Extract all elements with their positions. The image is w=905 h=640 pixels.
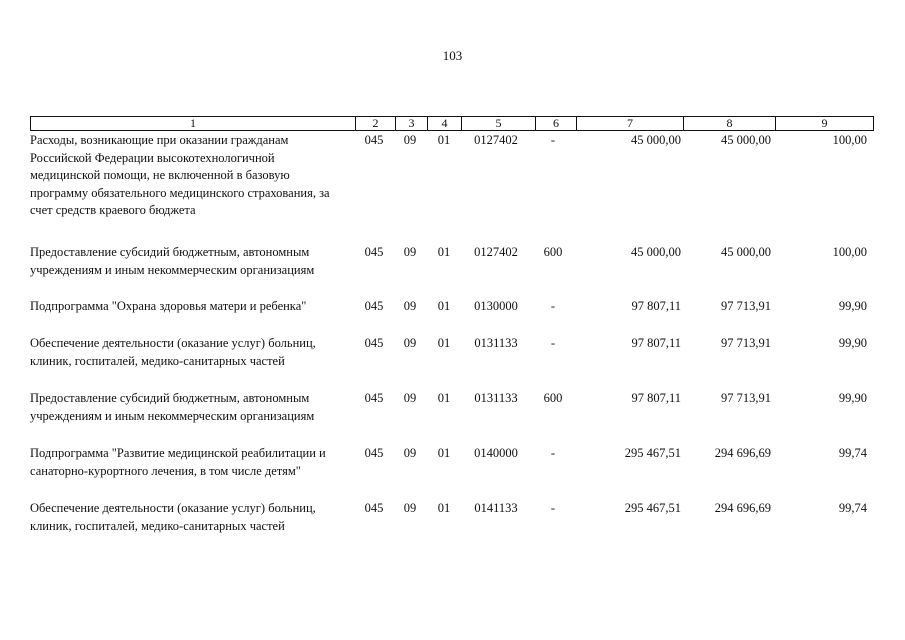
row-col-6: - (550, 501, 556, 515)
row-col-9: 99,90 (838, 391, 867, 405)
row-col-3: 09 (403, 501, 417, 515)
header-cell-9: 9 (775, 116, 874, 131)
row-col-4: 01 (437, 501, 451, 515)
row-col-3: 09 (403, 133, 417, 147)
header-cell-6: 6 (535, 116, 577, 131)
row-col-2: 045 (364, 501, 384, 515)
row-col-3: 09 (403, 336, 417, 350)
row-col-7: 295 467,51 (624, 446, 681, 460)
row-col-4: 01 (437, 299, 451, 313)
row-col-2: 045 (364, 133, 384, 147)
row-col-2: 045 (364, 336, 384, 350)
row-col-8: 294 696,69 (714, 446, 771, 460)
row-col-6: - (550, 446, 556, 460)
row-name: Предоставление субсидий бюджетным, автономным учреждениям и иным некоммерческим организациям (30, 391, 315, 423)
row-col-9: 99,74 (838, 501, 867, 515)
row-col-3: 09 (403, 446, 417, 460)
row-col-3: 09 (403, 391, 417, 405)
row-col-9: 99,90 (838, 299, 867, 313)
row-col-8: 97 713,91 (721, 299, 771, 313)
header-cell-8: 8 (683, 116, 776, 131)
row-col-6: 600 (543, 245, 563, 259)
row-col-8: 294 696,69 (714, 501, 771, 515)
row-col-9: 100,00 (832, 245, 867, 259)
row-col-3: 09 (403, 299, 417, 313)
row-col-5: 0127402 (474, 245, 518, 259)
header-cell-2: 2 (355, 116, 396, 131)
row-col-2: 045 (364, 391, 384, 405)
row-col-5: 0130000 (474, 299, 518, 313)
row-col-9: 100,00 (832, 133, 867, 147)
table-header (30, 116, 874, 131)
row-col-5: 0131133 (474, 391, 518, 405)
header-cell-1: 1 (30, 116, 356, 131)
header-cell-5: 5 (461, 116, 536, 131)
row-col-5: 0131133 (474, 336, 518, 350)
row-col-2: 045 (364, 299, 384, 313)
row-col-8: 97 713,91 (721, 391, 771, 405)
row-col-5: 0140000 (474, 446, 518, 460)
row-name: Обеспечение деятельности (оказание услуг) больниц, клиник, госпиталей, медико-санитарных частей (30, 336, 316, 368)
row-name: Обеспечение деятельности (оказание услуг) больниц, клиник, госпиталей, медико-санитарных частей (30, 501, 316, 533)
row-col-7: 45 000,00 (631, 133, 681, 147)
row-col-3: 09 (403, 245, 417, 259)
page-number: 103 (442, 48, 463, 63)
row-col-5: 0127402 (474, 133, 518, 147)
row-col-4: 01 (437, 245, 451, 259)
header-cell-7: 7 (576, 116, 684, 131)
row-col-4: 01 (437, 391, 451, 405)
row-col-7: 295 467,51 (624, 501, 681, 515)
row-col-7: 97 807,11 (631, 391, 681, 405)
row-col-5: 0141133 (474, 501, 518, 515)
row-name: Подпрограмма "Развитие медицинской реабилитации и санаторно-курортного лечения, в том числе детям" (30, 446, 326, 478)
row-col-4: 01 (437, 336, 451, 350)
row-col-9: 99,90 (838, 336, 867, 350)
row-col-6: - (550, 299, 556, 313)
row-col-7: 97 807,11 (631, 299, 681, 313)
row-col-6: - (550, 336, 556, 350)
row-col-7: 45 000,00 (631, 245, 681, 259)
row-col-8: 97 713,91 (721, 336, 771, 350)
row-col-2: 045 (364, 245, 384, 259)
row-col-9: 99,74 (838, 446, 867, 460)
row-col-6: 600 (543, 391, 563, 405)
row-col-4: 01 (437, 446, 451, 460)
row-col-2: 045 (364, 446, 384, 460)
row-col-7: 97 807,11 (631, 336, 681, 350)
header-cell-3: 3 (395, 116, 428, 131)
row-name: Подпрограмма "Охрана здоровья матери и ребенка" (30, 299, 307, 313)
row-col-8: 45 000,00 (721, 245, 771, 259)
row-col-4: 01 (437, 133, 451, 147)
row-name: Предоставление субсидий бюджетным, автономным учреждениям и иным некоммерческим организациям (30, 245, 315, 277)
row-col-6: - (550, 133, 556, 147)
header-cell-4: 4 (427, 116, 462, 131)
row-col-8: 45 000,00 (721, 133, 771, 147)
row-name: Расходы, возникающие при оказании гражданам Российской Федерации высокотехнологичной медицинской помощи, не включенной в базовую программу обязательного медицинского страхования, за счет средств краевого бюджета (30, 133, 330, 217)
